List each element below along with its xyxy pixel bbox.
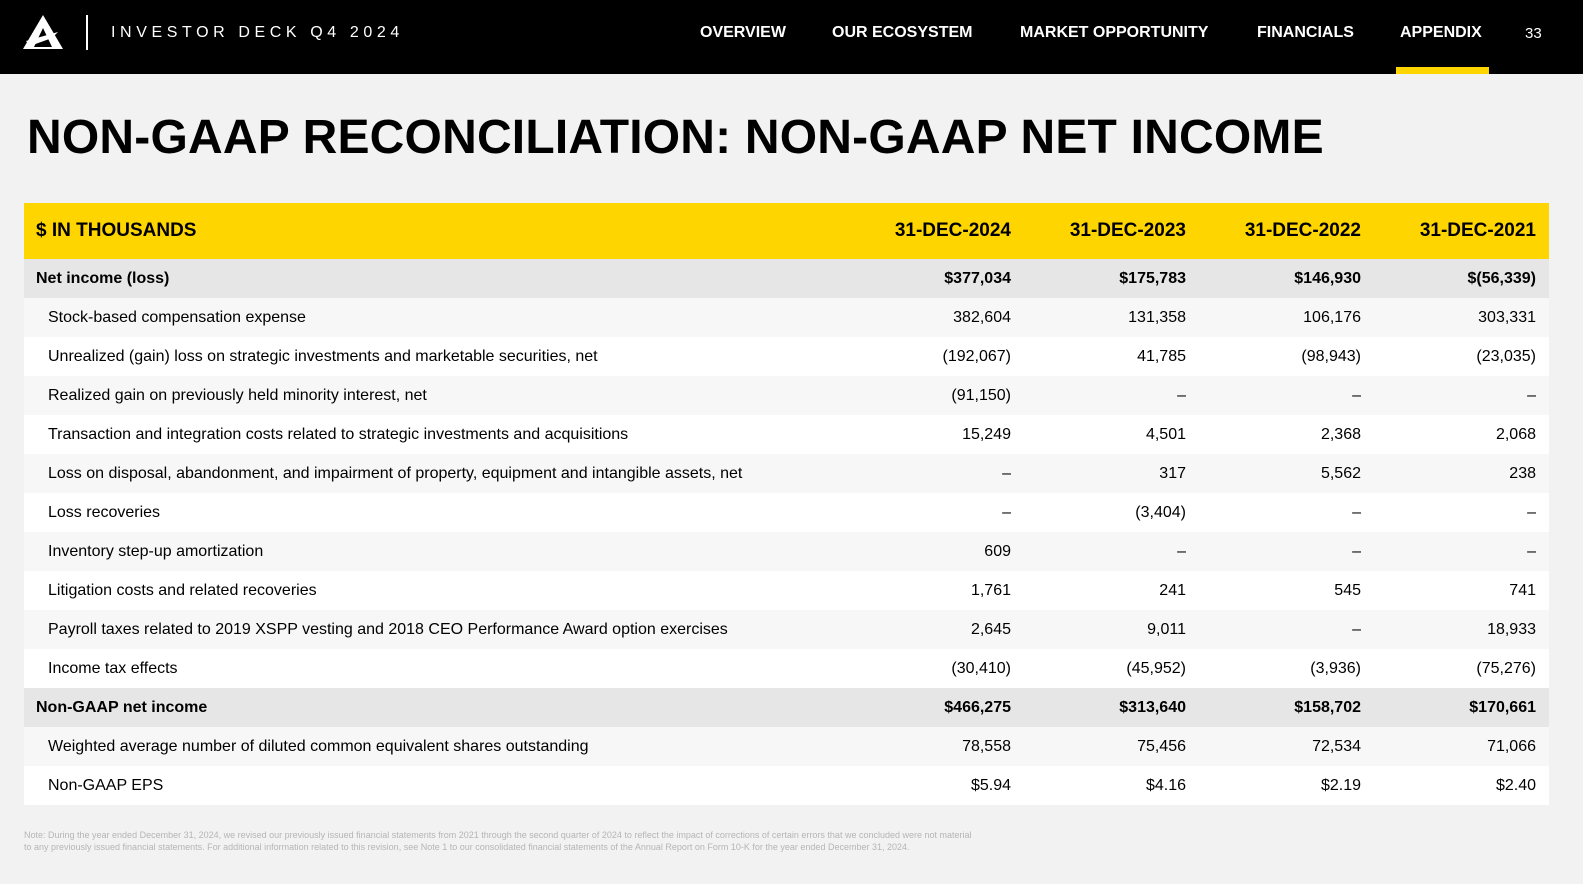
cell-2021: 71,066 (1487, 737, 1536, 755)
cell-2023: 9,011 (1147, 620, 1186, 638)
cell-2022: 545 (1334, 581, 1361, 599)
cell-2023: (3,404) (1135, 503, 1186, 521)
table-row (24, 688, 1549, 727)
row-label: Inventory step-up amortization (48, 542, 264, 560)
cell-2022: (98,943) (1301, 347, 1361, 365)
row-label: Transaction and integration costs related to strategic investments and acquisitions (48, 425, 629, 443)
cell-2024: 78,558 (962, 737, 1011, 755)
top-navigation-bar (0, 0, 1583, 74)
cell-2023: $313,640 (1119, 698, 1186, 716)
cell-2024: 1,761 (970, 581, 1011, 599)
cell-2023: 41,785 (1137, 347, 1186, 365)
header-divider (86, 15, 88, 50)
cell-2022: $158,702 (1294, 698, 1361, 716)
nav-overview[interactable]: OVERVIEW (700, 24, 786, 41)
cell-2024: $466,275 (944, 698, 1011, 716)
row-label: Loss recoveries (48, 503, 161, 521)
row-label: Income tax effects (48, 659, 178, 677)
row-label: Net income (loss) (36, 269, 170, 287)
cell-2024: (30,410) (951, 659, 1011, 677)
nav-market-opportunity[interactable]: MARKET OPPORTUNITY (1020, 24, 1209, 41)
cell-2023: – (1177, 542, 1186, 560)
table-row (24, 610, 1549, 649)
cell-2023: 241 (1159, 581, 1186, 599)
row-label: Realized gain on previously held minority interest, net (48, 386, 427, 404)
table-row (24, 298, 1549, 337)
cell-2024: – (1002, 464, 1011, 482)
cell-2023: 317 (1159, 464, 1186, 482)
cell-2021: 2,068 (1495, 425, 1536, 443)
row-label: Litigation costs and related recoveries (48, 581, 317, 599)
cell-2021: – (1527, 542, 1536, 560)
cell-2021: $(56,339) (1467, 269, 1536, 287)
cell-2024: – (1002, 503, 1011, 521)
row-label: Weighted average number of diluted common equivalent shares outstanding (48, 737, 589, 755)
cell-2023: 131,358 (1128, 308, 1186, 326)
table-row (24, 259, 1549, 298)
table-body (24, 259, 1549, 805)
reconciliation-table (24, 203, 1549, 805)
deck-title: INVESTOR DECK Q4 2024 (111, 24, 404, 41)
cell-2021: 238 (1509, 464, 1536, 482)
cell-2021: – (1527, 503, 1536, 521)
cell-2021: $170,661 (1469, 698, 1536, 716)
cell-2023: $4.16 (1145, 776, 1186, 794)
table-row (24, 649, 1549, 688)
column-header-2024: 31-DEC-2024 (894, 220, 1011, 241)
cell-2022: – (1352, 386, 1361, 404)
cell-2021: 741 (1509, 581, 1536, 599)
cell-2023: 4,501 (1145, 425, 1186, 443)
footnote-line: Note: During the year ended December 31, 2024, we revised our previously issued financial statements from 2021 through the second quarter of 2024 to reflect the impact of corrections of certain errors that we concluded were not material (24, 830, 972, 840)
row-label: Loss on disposal, abandonment, and impairment of property, equipment and intangible assets, net (48, 464, 743, 482)
table-row (24, 376, 1549, 415)
footnote (24, 829, 1104, 853)
cell-2022: – (1352, 620, 1361, 638)
header-units-label: $ IN THOUSANDS (36, 220, 197, 241)
cell-2022: 2,368 (1320, 425, 1361, 443)
row-label: Unrealized (gain) loss on strategic investments and marketable securities, net (48, 347, 598, 365)
column-header-2022: 31-DEC-2022 (1244, 220, 1361, 241)
table-row (24, 532, 1549, 571)
nav-appendix[interactable]: APPENDIX (1400, 24, 1482, 41)
cell-2024: 609 (984, 542, 1011, 560)
cell-2023: – (1177, 386, 1186, 404)
cell-2022: (3,936) (1310, 659, 1361, 677)
table-row (24, 337, 1549, 376)
footnote-line: to any previously issued financial statements. For additional information related to this revision, see Note 1 to our consolidated financial statements of the Annual Report on Form 10-K for the year ended December 31, 2024. (24, 842, 910, 852)
table-header-row (24, 203, 1549, 259)
row-label: Stock-based compensation expense (48, 308, 306, 326)
cell-2021: $2.40 (1495, 776, 1536, 794)
column-header-2021: 31-DEC-2021 (1419, 220, 1536, 241)
cell-2024: $377,034 (944, 269, 1011, 287)
cell-2024: (91,150) (951, 386, 1011, 404)
cell-2022: 5,562 (1320, 464, 1361, 482)
cell-2024: (192,067) (942, 347, 1011, 365)
cell-2021: (23,035) (1476, 347, 1536, 365)
table-row (24, 415, 1549, 454)
nav-financials[interactable]: FINANCIALS (1257, 24, 1354, 41)
table-row (24, 493, 1549, 532)
row-label: Non-GAAP net income (36, 698, 208, 716)
cell-2024: 2,645 (970, 620, 1011, 638)
row-label: Non-GAAP EPS (48, 776, 164, 794)
table-row (24, 571, 1549, 610)
cell-2023: $175,783 (1119, 269, 1186, 287)
cell-2023: 75,456 (1137, 737, 1186, 755)
page-number: 33 (1525, 25, 1542, 42)
nav-our-ecosystem[interactable]: OUR ECOSYSTEM (832, 24, 973, 41)
table-row (24, 454, 1549, 493)
cell-2024: $5.94 (970, 776, 1011, 794)
cell-2024: 382,604 (953, 308, 1011, 326)
cell-2021: 303,331 (1478, 308, 1536, 326)
table-row (24, 766, 1549, 805)
table-row (24, 727, 1549, 766)
cell-2021: (75,276) (1476, 659, 1536, 677)
cell-2022: 72,534 (1312, 737, 1361, 755)
company-logo-icon[interactable] (22, 14, 64, 50)
cell-2024: 15,249 (962, 425, 1011, 443)
row-label: Payroll taxes related to 2019 XSPP vesting and 2018 CEO Performance Award option exercises (48, 620, 728, 638)
cell-2021: – (1527, 386, 1536, 404)
page-title: NON-GAAP RECONCILIATION: NON-GAAP NET INCOME (27, 111, 1324, 164)
cell-2022: $2.19 (1320, 776, 1361, 794)
cell-2022: – (1352, 503, 1361, 521)
active-nav-indicator (1396, 67, 1489, 74)
cell-2022: $146,930 (1294, 269, 1361, 287)
cell-2023: (45,952) (1126, 659, 1186, 677)
cell-2022: – (1352, 542, 1361, 560)
cell-2022: 106,176 (1303, 308, 1361, 326)
column-header-2023: 31-DEC-2023 (1069, 220, 1186, 241)
cell-2021: 18,933 (1487, 620, 1536, 638)
